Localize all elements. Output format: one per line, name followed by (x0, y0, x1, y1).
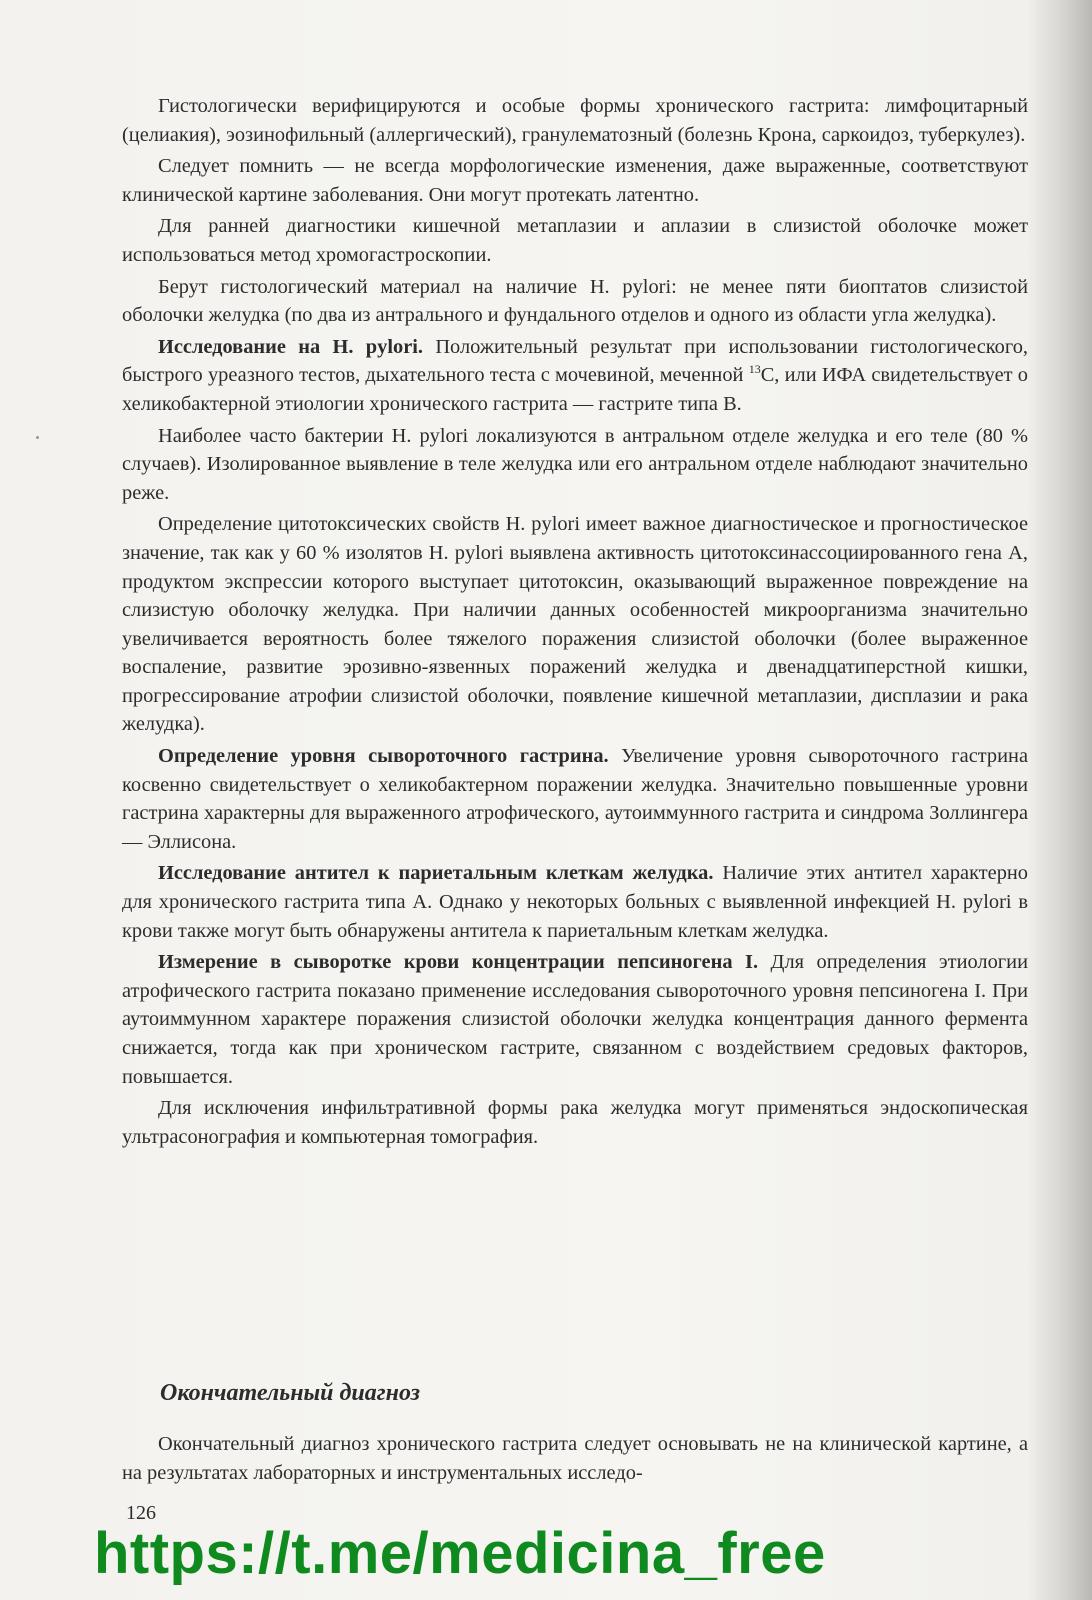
paragraph-6: Наиболее часто бактерии H. pylori локализуются в антральном отделе желудка и его теле (80 % случаев). Изолированное выявление в теле желудка или его антральном отделе наблюдают значительно реже. (122, 424, 1028, 504)
final-paragraph: Окончательный диагноз хронического гастрита следует основывать не на клинической картине, а на результатах лабораторных и инструментальных исследо- (122, 1433, 1028, 1484)
paragraph-4: Берут гистологический материал на наличие H. pylori: не менее пяти биоптатов слизистой оболочки желудка (по два из антрального и фундального отделов и одного из области угла желудка). (122, 275, 1028, 327)
paragraph-9-lead: Исследование антител к париетальным клеткам желудка. (158, 862, 714, 885)
final-diagnosis-text (122, 1430, 1028, 1487)
page-number: 126 (126, 1502, 156, 1524)
paragraph-7: Определение цитотоксических свойств H. pylori имеет важное диагностическое и прогностическое значение, так как у 60 % изолятов H. pylori выявлена активность цитотоксинассоциированного гена А, продуктом экспрессии которого выступает цитотоксин, оказывающий выраженное повреждение на слизистую оболочку желудка. При наличии данных особенностей микроорганизма значительно увеличивается вероятность более тяжелого поражения слизистой оболочки (более выраженное воспаление, развитие эрозивно-язвенных поражений желудка и двенадцатиперстной кишки, прогрессирование атрофии слизистой оболочки, появление кишечной метаплазии, дисплазии и рака желудка). (122, 513, 1028, 736)
paragraph-11: Для исключения инфильтративной формы рака желудка могут применяться эндоскопическая ультрасонография и компьютерная томография. (122, 1097, 1028, 1148)
paragraph-1: Гистологически верифицируются и особые формы хронического гастрита: лимфоцитарный (целиакия), эозинофильный (аллергический), гранулематозный (болезнь Крона, саркоидоз, туберкулез). (122, 95, 1028, 146)
paragraph-8: Определение уровня сывороточного гастрина. Увеличение уровня сывороточного гастрина косвенно свидетельствует о хеликобактерном поражении желудка. Значительно повышенные уровни гастрина характерны для выраженного атрофического, аутоиммунного гастрита и синдрома Золлингера — Эллисона. (122, 745, 1028, 853)
scan-speck (36, 436, 39, 439)
paragraph-3: Для ранней диагностики кишечной метаплазии и аплазии в слизистой оболочке может использоваться метод хромогастроскопии. (122, 215, 1028, 266)
paragraph-2: Следует помнить — не всегда морфологические изменения, даже выраженные, соответствуют клинической картине заболевания. Они могут протекать латентно. (122, 155, 1028, 206)
section-heading: Окончательный диагноз (160, 1380, 421, 1406)
body-text (122, 92, 1028, 1154)
paragraph-9: Исследование антител к париетальным клеткам желудка. Наличие этих антител характерно для хронического гастрита типа А. Однако у некоторых больных с выявленной инфекцией H. pylori в крови также могут быть обнаружены антитела к париетальным клеткам желудка. (122, 862, 1028, 942)
paragraph-10: Измерение в сыворотке крови концентрации пепсиногена I. Для определения этиологии атрофического гастрита показано применение исследования сывороточного уровня пепсиногена I. При аутоиммунном характере поражения слизистой оболочки желудка концентрация данного фермента снижается, тогда как при хроническом гастрите, связанном с воздействием средовых факторов, повышается. (122, 951, 1028, 1088)
paragraph-5-lead: Исследование на H. pylori. (158, 335, 424, 358)
paragraph-5: Исследование на H. pylori. Положительный результат при использовании гистологического, быстрого уреазного тестов, дыхательного теста с мочевиной, меченной $^{13}$C, или ИФА свидетельствует о хеликобактерной этиологии хронического гастрита — гастрите типа B. (122, 335, 1028, 415)
isotope-superscript: 13 (748, 362, 761, 377)
paragraph-10-lead: Измерение в сыворотке крови концентрации пепсиногена I. (158, 951, 759, 974)
paragraph-8-lead: Определение уровня сывороточного гастрина. (158, 745, 609, 768)
watermark-link[interactable]: https://t.me/medicina_free (94, 1521, 826, 1586)
